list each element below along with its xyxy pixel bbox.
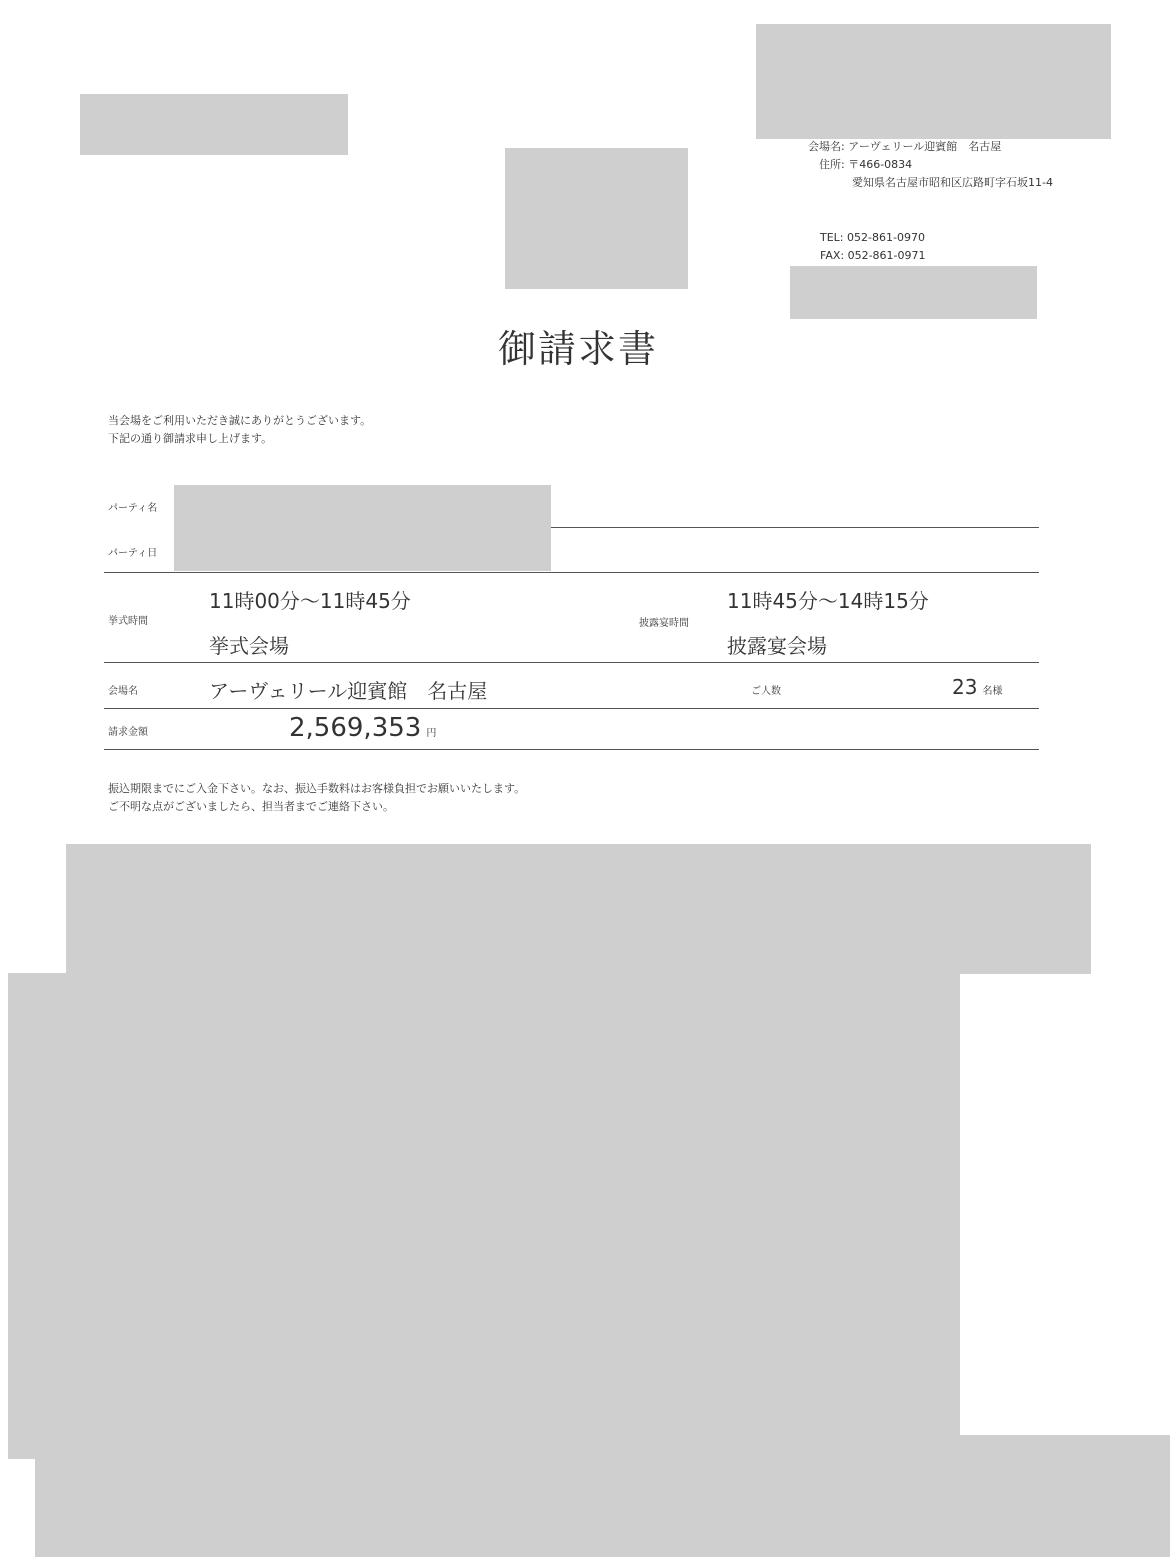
party-date-label: パーティ日 xyxy=(108,548,158,559)
redacted-party-details xyxy=(174,485,551,571)
guest-count-unit: 名様 xyxy=(982,686,1003,697)
fax-number: 052-861-0971 xyxy=(847,249,926,262)
guest-count-value: 23 xyxy=(952,675,978,699)
redacted-block-lower-1 xyxy=(66,844,1091,974)
divider-amount xyxy=(104,749,1039,750)
ceremony-venue: 挙式会場 xyxy=(209,634,289,658)
ceremony-time: 11時00分～11時45分 xyxy=(209,589,411,613)
divider-times xyxy=(104,662,1039,663)
greeting-line-1: 当会場をご利用いただき誠にありがとうございます。 xyxy=(108,414,372,427)
amount-unit: 円 xyxy=(426,728,437,739)
document-title: 御請求書 xyxy=(498,327,659,371)
payment-notes xyxy=(108,780,525,816)
ceremony-time-label: 挙式時間 xyxy=(108,616,148,627)
notes-line-1: 振込期限までにご入金下さい。なお、振込手数料はお客様負担でお願いいたします。 xyxy=(108,782,526,795)
venue-name: アーヴェリール迎賓館 名古屋 xyxy=(848,140,1002,153)
venue-name-value: アーヴェリール迎賓館 名古屋 xyxy=(209,679,488,703)
postal-code: 〒466-0834 xyxy=(848,158,913,171)
address: 愛知県名古屋市昭和区広路町字石坂11-4 xyxy=(852,176,1053,189)
tel-label: TEL: xyxy=(820,231,844,244)
venue-header xyxy=(808,138,1053,192)
greeting xyxy=(108,412,371,448)
fax-label: FAX: xyxy=(820,249,845,262)
billing-amount xyxy=(289,713,436,743)
redacted-block-top-right xyxy=(756,24,1111,139)
divider-venue xyxy=(104,708,1039,709)
contact-info xyxy=(820,229,926,265)
venue-line xyxy=(808,138,1053,156)
address-label: 住所: xyxy=(819,158,845,171)
greeting-line-2: 下記の通り御請求申し上げます。 xyxy=(108,432,273,445)
guest-count-label: ご人数 xyxy=(751,686,781,697)
amount-value: 2,569,353 xyxy=(289,713,422,743)
venue-label: 会場名: xyxy=(808,140,845,153)
venue-name-label: 会場名 xyxy=(108,686,138,697)
redacted-block-lower-3 xyxy=(35,1435,1170,1557)
divider-party-name xyxy=(551,527,1039,528)
party-name-label: パーティ名 xyxy=(108,503,158,514)
redacted-block-top-center xyxy=(505,148,688,289)
amount-label: 請求金額 xyxy=(108,727,148,738)
notes-line-2: ご不明な点がございましたら、担当者までご連絡下さい。 xyxy=(108,800,394,813)
tel-number: 052-861-0970 xyxy=(847,231,925,244)
guest-count xyxy=(952,675,1003,699)
redacted-block-header-bottom xyxy=(790,266,1037,319)
redacted-block-top-left xyxy=(80,94,348,155)
redacted-block-lower-2 xyxy=(8,973,960,1459)
divider-party-date xyxy=(104,572,1039,573)
address-postal-line xyxy=(808,156,1053,174)
address-line xyxy=(808,174,1053,192)
tel-line xyxy=(820,229,926,247)
reception-time: 11時45分～14時15分 xyxy=(727,589,929,613)
reception-venue: 披露宴会場 xyxy=(727,634,827,658)
fax-line xyxy=(820,247,926,265)
reception-time-label: 披露宴時間 xyxy=(639,618,689,629)
